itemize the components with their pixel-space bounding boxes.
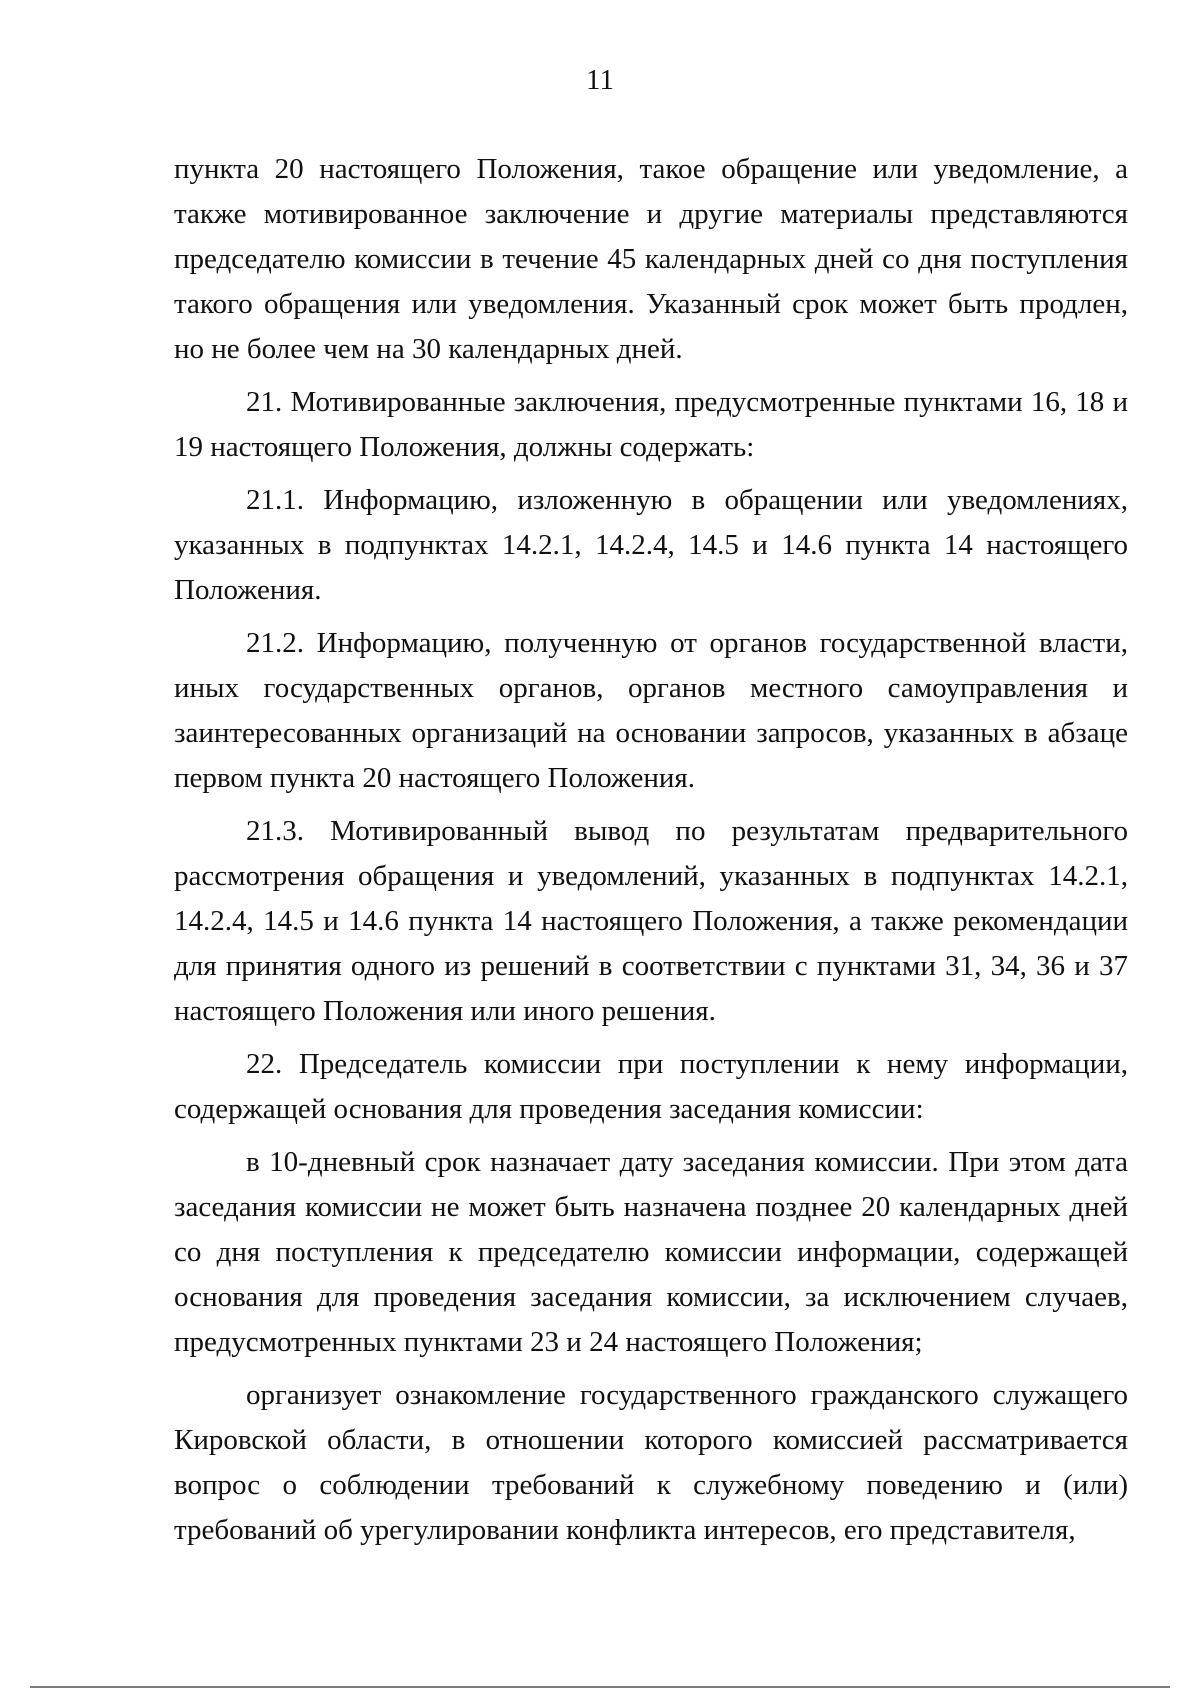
paragraph-22: 22. Председатель комиссии при поступлении к нему информации, содержащей основания для проведения заседания комиссии:	[174, 1048, 1128, 1125]
paragraph-21-1: 21.1. Информацию, изложенную в обращении или уведомлениях, указанных в подпунктах 14.2.1, 14.2.4, 14.5 и 14.6 пункта 14 настоящего Положения.	[174, 484, 1128, 606]
paragraph-21-3: 21.3. Мотивированный вывод по результатам предварительного рассмотрения обращения и уведомлений, указанных в подпунктах 14.2.1, 14.2.4, 14.5 и 14.6 пункта 14 настоящего Положения, а также рекомендации для принятия одного из решений в соответствии с пунктами 31, 34, 36 и 37 настоящего Положения или иного решения.	[174, 815, 1128, 1027]
paragraph-22-item-2: организует ознакомление государственного гражданского служащего Кировской области, в отношении которого комиссией рассматривается вопрос о соблюдении требований к служебному поведению и (или) требований об урегулировании конфликта интересов, его представителя,	[174, 1379, 1128, 1546]
paragraph-22-item-1: в 10-дневный срок назначает дату заседания комиссии. При этом дата заседания комиссии не может быть назначена позднее 20 календарных дней со дня поступления к председателю комиссии информации, содержащей основания для проведения заседания комиссии, за исключением случаев, предусмотренных пунктами 23 и 24 настоящего Положения;	[174, 1146, 1128, 1358]
page-number: 11	[586, 64, 614, 96]
paragraph-continuation: пункта 20 настоящего Положения, такое обращение или уведомление, а также мотивированное заключение и другие материалы представляются председателю комиссии в течение 45 календарных дней со дня поступления такого обращения или уведомления. Указанный срок может быть продлен, но не более чем на 30 календарных дней.	[174, 153, 1128, 365]
paragraph-21: 21. Мотивированные заключения, предусмотренные пунктами 16, 18 и 19 настоящего Положения, должны содержать:	[174, 386, 1128, 463]
scan-edge-line	[30, 1686, 1170, 1688]
paragraph-21-2: 21.2. Информацию, полученную от органов государственной власти, иных государственных органов, органов местного самоуправления и заинтересованных организаций на основании запросов, указанных в абзаце первом пункта 20 настоящего Положения.	[174, 627, 1128, 794]
document-body	[174, 147, 1128, 1561]
